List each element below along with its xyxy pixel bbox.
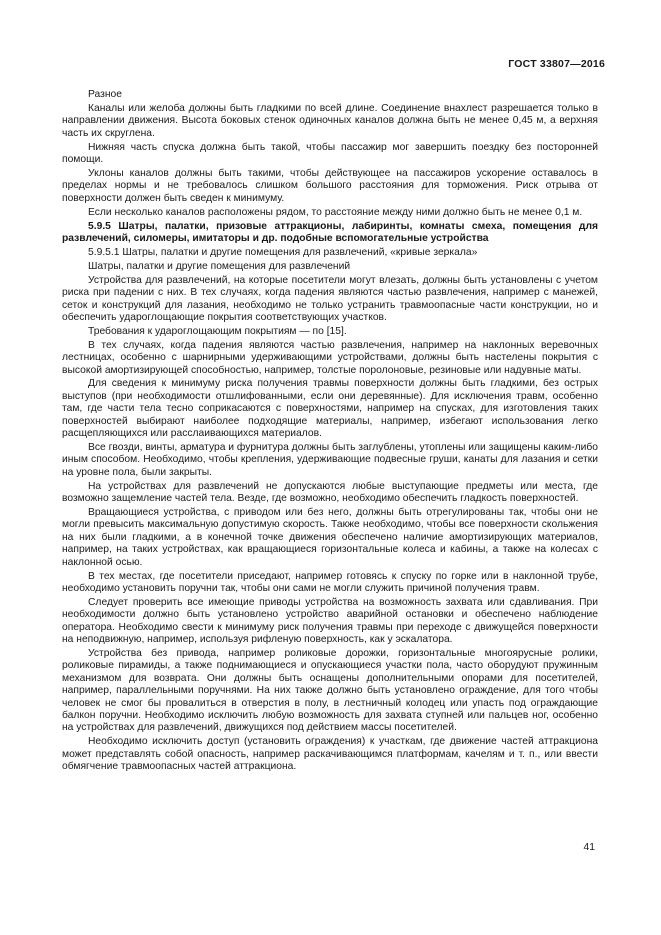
body-text [62,89,598,775]
subheading-misc: Разное [88,89,122,100]
standard-header: ГОСТ 33807—2016 [508,58,605,70]
paragraph: Нижняя часть спуска должна быть такой, чтобы пассажир мог завершить поездку без посторонней помощи. [62,141,598,166]
paragraph: В тех местах, где посетители приседают, например готовясь к спуску по горке или в наклонной трубе, необходимо установить поручни так, чтобы они сами не могли служить причиной получения травм. [62,570,598,594]
section-heading: 5.9.5 Шатры, палатки, призовые аттракционы, лабиринты, комнаты смеха, помещения для развлечений, силомеры, имитаторы и др. подобные вспомогательные устройства [62,220,598,244]
paragraph: Для сведения к минимуму риска получения травмы поверхности должны быть гладкими, без острых выступов (при необходимости отшлифованными, если они деревянные). Для исключения травм, особенно там, где части тела тесно соприкасаются с поверхностями, например на спусках, для изготовления таких поверхностей выбирают наиболее подходящие материалы, например, избегают использования легко расщепляющихся или расслаивающихся материалов. [62,378,598,440]
subsection-heading: 5.9.5.1 Шатры, палатки и другие помещения для развлечений, «кривые зеркала» [88,246,478,258]
paragraph: Устройства для развлечений, на которые посетители могут влезать, должны быть установлены с учетом риска при падении с них. В тех случаях, когда падения являются частью развлечения, например с манежей, сеток и конструкций для лазания, необходимо не только устранить травмоопасные части конструкции, но и обеспечить удароглощающие покрытия соответствующих участков. [62,274,598,323]
page-number: 41 [583,842,595,853]
paragraph: Если несколько каналов расположены рядом, то расстояние между ними должно быть не менее 0,1 м. [88,206,583,218]
paragraph: На устройствах для развлечений не допускаются любые выступающие предметы или места, где возможно защемление частей тела. Везде, где возможно, необходимо обеспечить гладкость поверхностей. [62,480,598,505]
paragraph: Устройства без привода, например роликовые дорожки, горизонтальные многоярусные ролики, роликовые пирамиды, а также поднимающиеся и опускающиеся участки пола, часто оборудуют пружинным механизмом для возврата. Они должны быть оснащены дополнительными опорами для посетителей, например, параллельными поручнями. На них также должно быть установлено ограждение, для того чтобы человек не смог бы провалиться в отверстия в полу, в лестничный колодец или упасть под ограждающие балкон поручни. Необходимо исключить любую возможность для захвата ступней или пальцев ног, особенно на устройствах для развлечений, движущихся под действием массы посетителей. [62,647,598,734]
paragraph: Все гвозди, винты, арматура и фурнитура должны быть заглублены, утоплены или защищены каким-либо иным способом. Необходимо, чтобы крепления, удерживающие подвесные груши, канаты для лазания и сетки на уровне пола, были закрыты. [62,441,598,478]
paragraph: Необходимо исключить доступ (установить ограждения) к участкам, где движение частей аттракциона может представлять собой опасность, например раскачивающимся платформам, качелям и т. п., или ввести обмягчение травмоопасных частей аттракциона. [62,736,598,773]
paragraph: Каналы или желоба должны быть гладкими по всей длине. Соединение внахлест разрешается только в направлении движения. Высота боковых стенок одиночных каналов должна быть не менее 0,45 м, а верхняя часть их скруглена. [62,102,598,139]
paragraph: Следует проверить все имеющие приводы устройства на возможность захвата или сдавливания. При необходимости должно быть установлено устройство аварийной остановки и обеспечено наблюдение оператора. Необходимо свести к минимуму риск получения травмы при переходе с движущейся поверхности на неподвижную, например, используя рифленую поверхность, как у эскалатора. [62,596,598,646]
paragraph: Уклоны каналов должны быть такими, чтобы действующее на пассажиров ускорение оставалось в пределах нормы и не требовалось слишком большого расстояния для торможения. Риск отрыва от поверхности должен быть сведен к минимуму. [62,167,598,204]
paragraph: Требования к удароглощающим покрытиям — по [15]. [88,325,347,337]
paragraph: В тех случаях, когда падения являются частью развлечения, например на наклонных веревочных лестницах, особенно с шарнирными удерживающими устройствами, должны быть настелены покрытия с высокой амортизирующей способностью, например, толстые поролоновые, резиновые или надувные маты. [62,339,598,376]
subheading: Шатры, палатки и другие помещения для развлечений [88,260,351,272]
paragraph: Вращающиеся устройства, с приводом или без него, должны быть отрегулированы так, чтобы они не могли превысить максимальную допустимую скорость. Также необходимо, чтобы все поверхности скольжения на них были гладкими, а в конечной точке движения обеспечено наличие амортизирующих материалов, например, на таких устройствах, как вращающиеся горизонтальные колеса и кабины, а также на колесах с наклонной осью. [62,507,598,568]
